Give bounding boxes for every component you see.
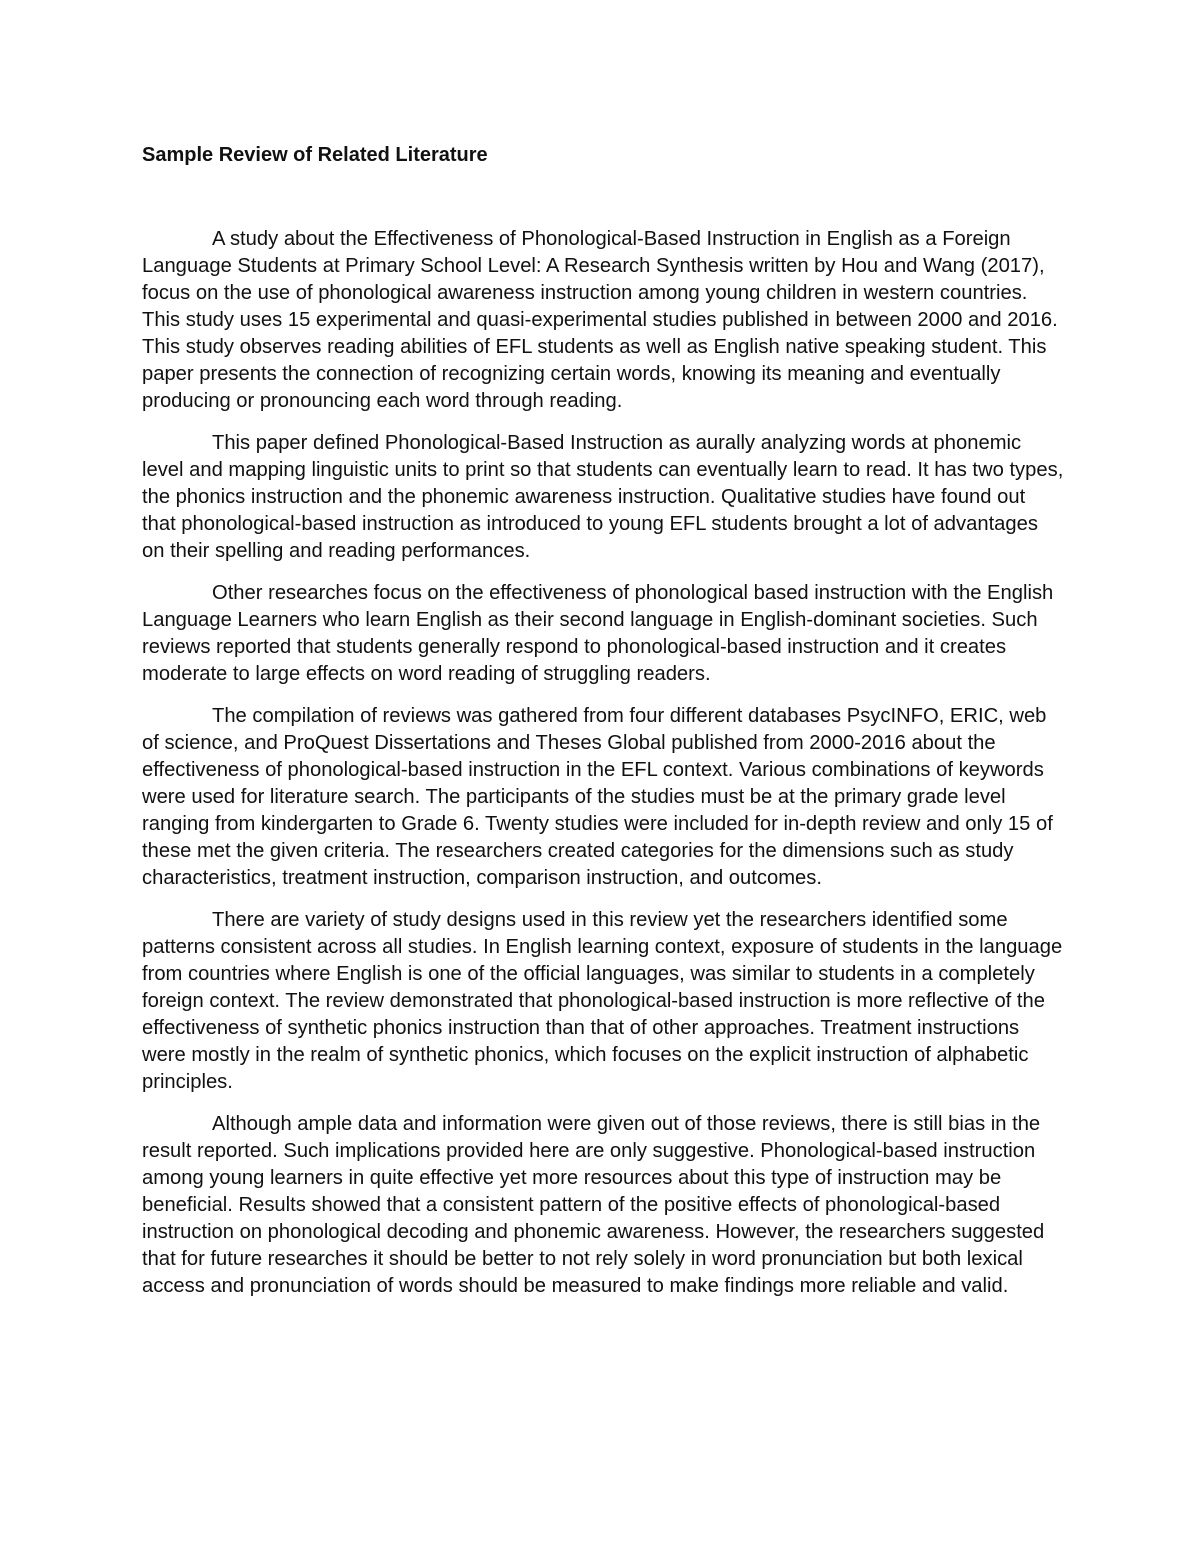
document-title: Sample Review of Related Literature (142, 144, 488, 166)
paragraph-3: Other researches focus on the effectiveness of phonological based instruction with the English Language Learners who learn English as their second language in English-dominant societies. Such reviews reported that students generally respond to phonological-based instruction and it creates moderate to large effects on word reading of struggling readers. (142, 582, 1054, 685)
paragraph-4: The compilation of reviews was gathered from four different databases PsycINFO, ERIC, web of science, and ProQuest Dissertations and Theses Global published from 2000-2016 about the effectiveness of phonological-based instruction in the EFL context. Various combinations of keywords were used for literature search. The participants of the studies must be at the primary grade level ranging from kindergarten to Grade 6. Twenty studies were included for in-depth review and only 15 of these met the given criteria. The researchers created categories for the dimensions such as study characteristics, treatment instruction, comparison instruction, and outcomes. (142, 705, 1053, 889)
paragraph-1: A study about the Effectiveness of Phonological-Based Instruction in English as a Foreign Language Students at Primary School Level: A Research Synthesis written by Hou and Wang (2017), focus on the use of phonological awareness instruction among young children in western countries. This study uses 15 experimental and quasi-experimental studies published in between 2000 and 2016. This study observes reading abilities of EFL students as well as English native speaking student. This paper presents the connection of recognizing certain words, knowing its meaning and eventually producing or pronouncing each word through reading. (142, 228, 1058, 412)
document-body (142, 226, 1064, 1315)
paragraph-5: There are variety of study designs used in this review yet the researchers identified some patterns consistent across all studies. In English learning context, exposure of students in the language from countries where English is one of the official languages, was similar to students in a completely foreign context. The review demonstrated that phonological-based instruction is more reflective of the effectiveness of synthetic phonics instruction than that of other approaches. Treatment instructions were mostly in the realm of synthetic phonics, which focuses on the explicit instruction of alphabetic principles. (142, 909, 1063, 1093)
paragraph-6: Although ample data and information were given out of those reviews, there is still bias in the result reported. Such implications provided here are only suggestive. Phonological-based instruction among young learners in quite effective yet more resources about this type of instruction may be beneficial. Results showed that a consistent pattern of the positive effects of phonological-based instruction on phonological decoding and phonemic awareness. However, the researchers suggested that for future researches it should be better to not rely solely in word pronunciation but both lexical access and pronunciation of words should be measured to make findings more reliable and valid. (142, 1113, 1045, 1297)
paragraph-2: This paper defined Phonological-Based Instruction as aurally analyzing words at phonemic level and mapping linguistic units to print so that students can eventually learn to read. It has two types, the phonics instruction and the phonemic awareness instruction. Qualitative studies have found out that phonological-based instruction as introduced to young EFL students brought a lot of advantages on their spelling and reading performances. (142, 432, 1064, 562)
